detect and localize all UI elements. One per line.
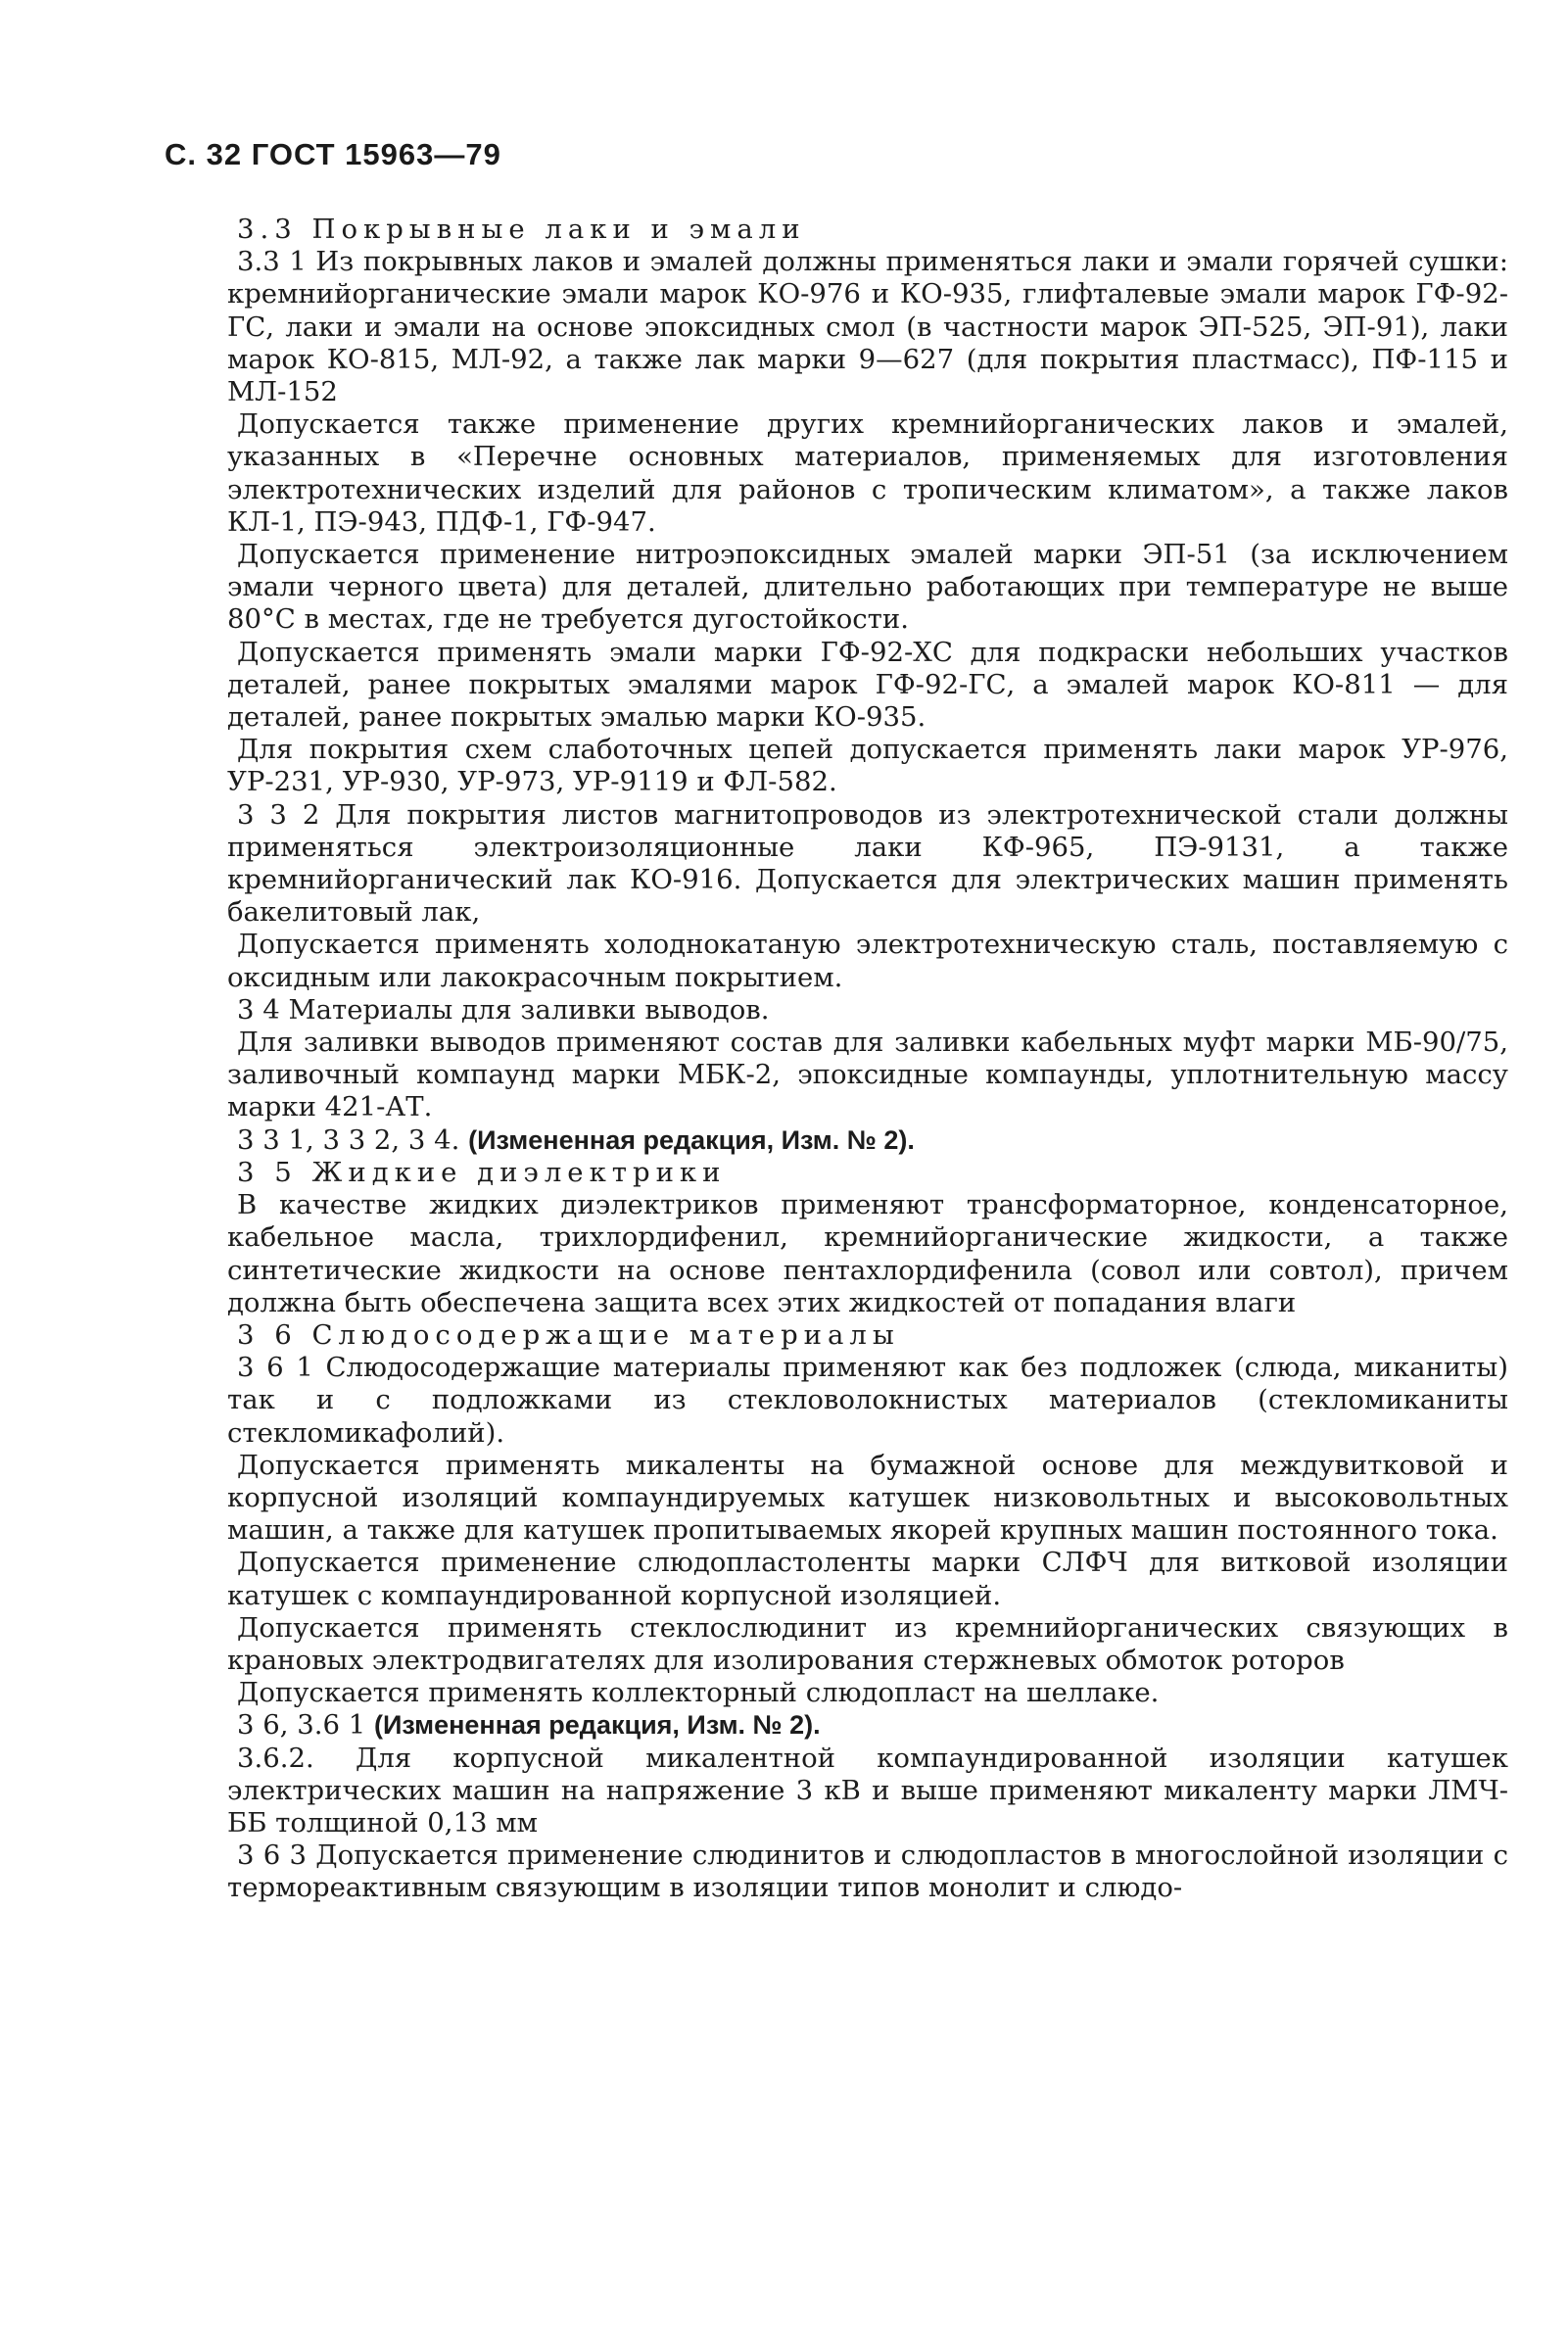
- section-3-5-heading: [227, 1157, 1508, 1189]
- paragraph-3-6-1-c: Допускается применение слюдопластоленты марки СЛФЧ для витковой изоляции катушек с компаундированной корпусной изоляцией.: [227, 1547, 1508, 1611]
- paragraph-3-4: Для заливки выводов применяют состав для заливки кабельных муфт марки МБ-90/75, заливочный компаунд марки МБК-2, эпоксидные компаунды, уплотнительную массу марки 421-АТ.: [227, 1027, 1508, 1123]
- paragraph-3-6-1-d: Допускается применять стеклослюдинит из кремнийорганических связующих в крановых электродвигателях для изолирования стержневых обмоток роторов: [227, 1611, 1508, 1676]
- amendment-note-2: [227, 1709, 1508, 1742]
- amendment-refs-2: 3 6, 3.6 1: [237, 1709, 366, 1742]
- section-3-5-title: 3 5 Жидкие диэлектрики: [237, 1156, 727, 1188]
- paragraph-3-3-2-b: Допускается применять холоднокатаную электротехническую сталь, поставляемую с оксидным или лакокрасочным покрытием.: [227, 929, 1508, 993]
- paragraph-3-6-1-e: Допускается применять коллекторный слюдопласт на шеллаке.: [237, 1677, 1160, 1709]
- amendment-label-2: (Измененная редакция, Изм. № 2).: [373, 1710, 821, 1741]
- paragraph-3-3-1: 3.3 1 Из покрывных лаков и эмалей должны применяться лаки и эмали горячей сушки: кремнийорганические эмали марок КО-976 и КО-935, глифталевые эмали марок ГФ-92-ГС, лаки и эмали на основе эпоксидных смол (в частности марок ЭП-525, ЭП-91), лаки марок КО-815, МЛ-92, а также лак марки 9—627 (для покрытия пластмасс), ПФ-115 и МЛ-152: [227, 246, 1508, 408]
- amendment-label-1: (Измененная редакция, Изм. № 2).: [468, 1124, 915, 1155]
- page-header: С. 32 ГОСТ 15963—79: [165, 137, 501, 171]
- paragraph-3-3-1-b: Допускается также применение других кремнийорганических лаков и эмалей, указанных в «Перечне основных материалов, применяемых для изготовления электротехнических изделий для районов с тропическим климатом», а также лаков КЛ-1, ПЭ-943, ПДФ-1, ГФ-947.: [227, 408, 1508, 538]
- document-body: [227, 214, 1508, 1905]
- paragraph-3-3-1-c: Допускается применение нитроэпоксидных эмалей марки ЭП-51 (за исключением эмали черного цвета) для деталей, длительно работающих при температуре не выше 80°С в местах, где не требуется дугостойкости.: [227, 539, 1508, 636]
- amendment-note-1: [227, 1124, 1508, 1157]
- section-3-3-heading: [227, 214, 1508, 246]
- paragraph-3-6-2: 3.6.2. Для корпусной микалентной компаундированной изоляции катушек электрических машин на напряжение 3 кВ и выше применяют микаленту марки ЛМЧ-ББ толщиной 0,13 мм: [227, 1742, 1508, 1839]
- paragraph-3-5: В качестве жидких диэлектриков применяют трансформаторное, конденсаторное, кабельное масла, трихлордифенил, кремнийорганические жидкости, а также синтетические жидкости на основе пентахлордифенила (совол или совтол), причем должна быть обеспечена защита всех этих жидкостей от попадания влаги: [227, 1189, 1508, 1318]
- section-3-6-title: 3 6 Слюдосодержащие материалы: [237, 1318, 900, 1351]
- paragraph-3-3-1-d: Допускается применять эмали марки ГФ-92-ХС для подкраски небольших участков деталей, ранее покрытых эмалями марок ГФ-92-ГС, а эмалей марок КО-811 — для деталей, ранее покрытых эмалью марки КО-935.: [227, 636, 1508, 734]
- section-3-3-title: 3.3 Покрывные лаки и эмали: [237, 214, 806, 245]
- paragraph-3-6-1-b: Допускается применять микаленты на бумажной основе для междувитковой и корпусной изоляций компаундируемых катушек низковольтных и высоковольтных машин, а также для катушек пропитываемых якорей крупных машин постоянного тока.: [227, 1449, 1508, 1547]
- paragraph-3-6-3: 3 6 3 Допускается применение слюдинитов и слюдопластов в многослойной изоляции с термореактивным связующим в изоляции типов монолит и слюдо-: [227, 1839, 1508, 1904]
- paragraph-3-3-2: 3 3 2 Для покрытия листов магнитопроводов из электротехнической стали должны применяться электроизоляционные лаки КФ-965, ПЭ-9131, а также кремнийорганический лак КО-916. Допускается для электрических машин применять бакелитовый лак,: [227, 798, 1508, 929]
- section-3-6-heading: [227, 1319, 1508, 1352]
- paragraph-3-6-1: 3 6 1 Слюдосодержащие материалы применяют как без подложек (слюда, миканиты) так и с подложками из стекловолокнистых материалов (стекломиканиты стекломикафолий).: [227, 1352, 1508, 1449]
- amendment-refs-1: 3 3 1, 3 3 2, 3 4.: [237, 1123, 460, 1156]
- paragraph-3-3-1-e: Для покрытия схем слаботочных цепей допускается применять лаки марок УР-976, УР-231, УР-930, УР-973, УР-9119 и ФЛ-582.: [227, 734, 1508, 798]
- section-3-4-heading: 3 4 Материалы для заливки выводов.: [237, 993, 770, 1026]
